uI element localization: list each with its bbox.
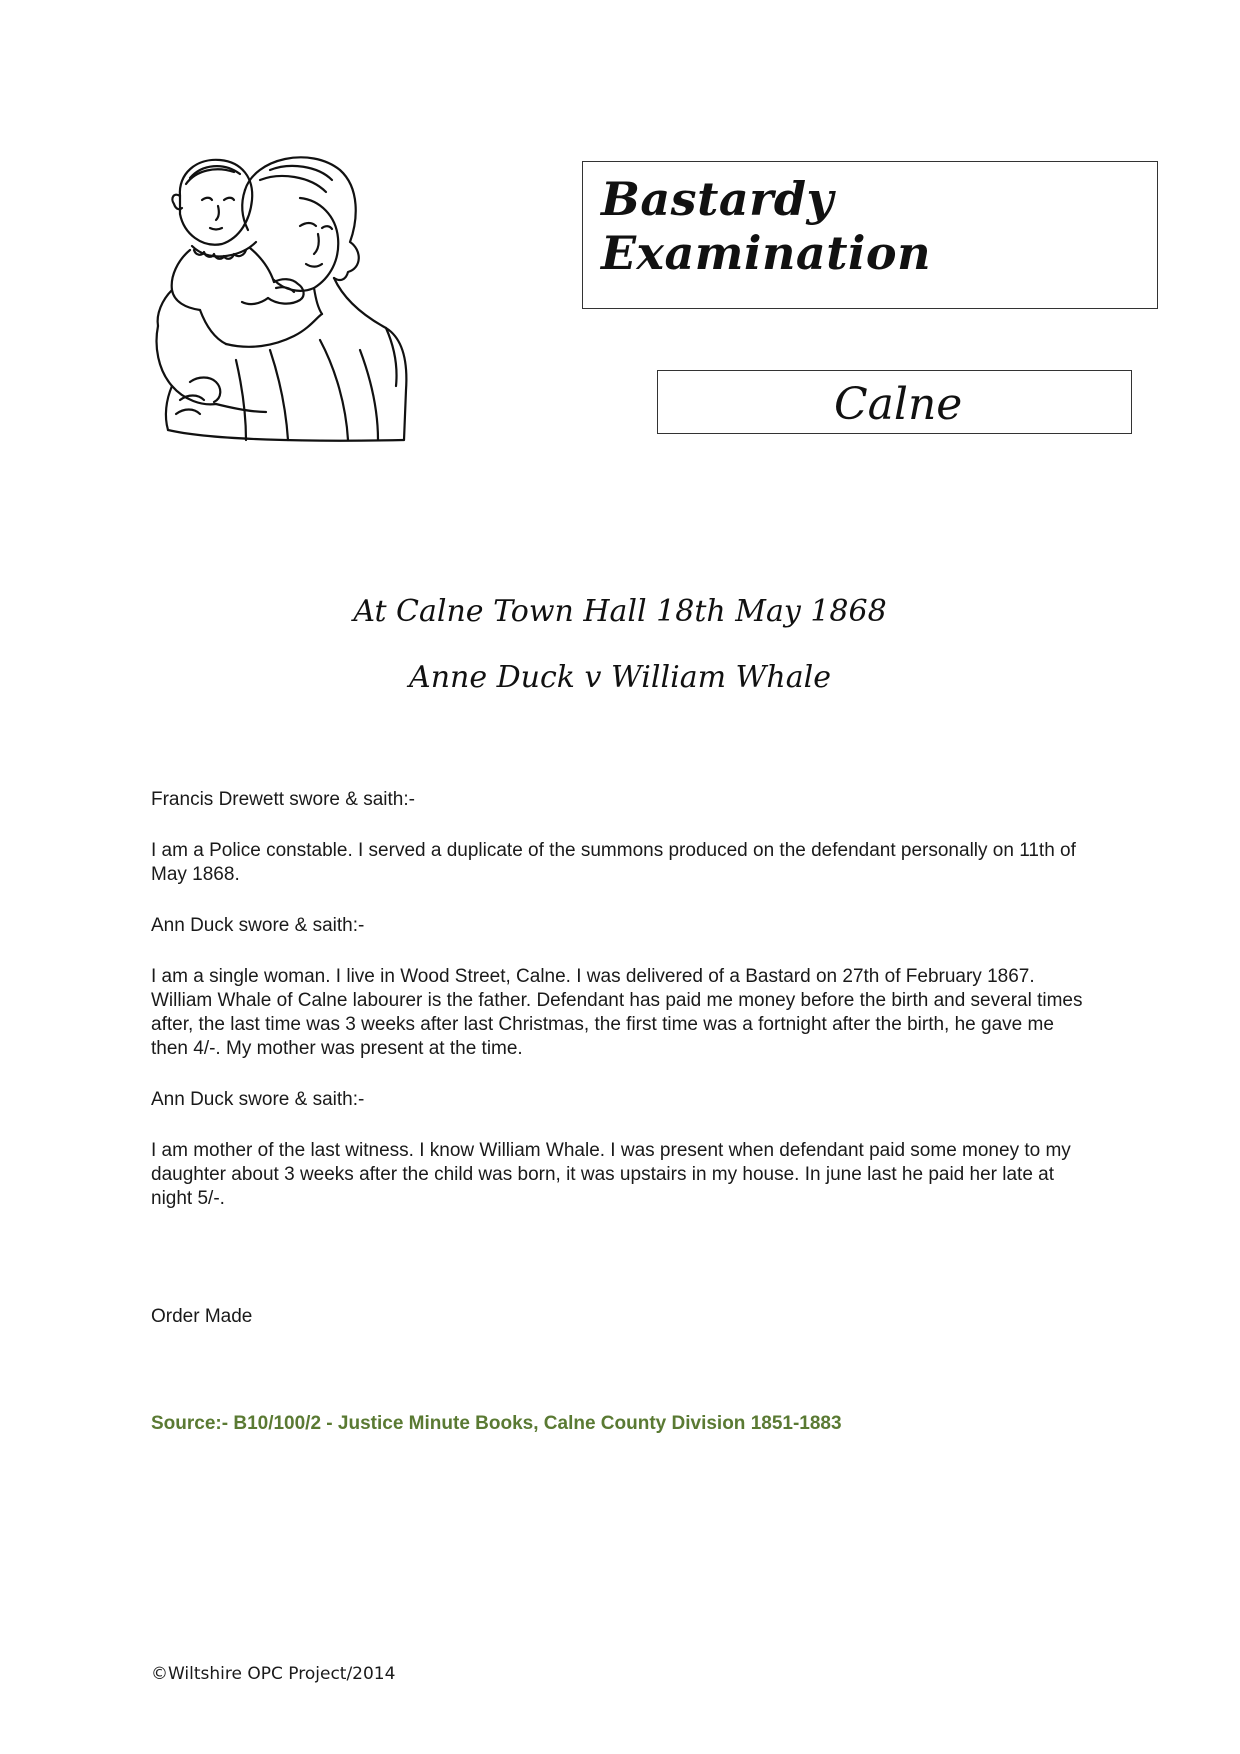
place-box — [657, 370, 1132, 434]
witness-heading: Ann Duck swore & saith:- — [151, 1089, 365, 1110]
testimony-paragraph: I am mother of the last witness. I know William Whale. I was present when defendant paid some money to my daughter about 3 weeks after the child was born, it was upstairs in my house. In june last he paid her late at night 5/-. — [151, 1140, 1071, 1209]
case-name: Anne Duck v William Whale — [409, 660, 831, 695]
witness-heading: Francis Drewett swore & saith:- — [151, 789, 415, 810]
copyright-footer: ©Wiltshire OPC Project/2014 — [151, 1664, 396, 1684]
testimony-paragraph: I am a single woman. I live in Wood Street, Calne. I was delivered of a Bastard on 27th of February 1867. William Whale of Calne labourer is the father. Defendant has paid me money before the birth and several times after, the last time was 3 weeks after last Christmas, the first time was a fortnight after the birth, he gave me then 4/-. My mother was present at the time. — [151, 966, 1083, 1059]
order-made: Order Made — [151, 1306, 253, 1327]
place-name: Calne — [834, 379, 963, 430]
mother-and-child-illustration — [150, 150, 415, 445]
witness-heading: Ann Duck swore & saith:- — [151, 915, 365, 936]
document-title: Bastardy Examination — [601, 172, 932, 280]
testimony-body — [151, 788, 1091, 1238]
source-citation: Source:- B10/100/2 - Justice Minute Books, Calne County Division 1851-1883 — [151, 1413, 842, 1434]
title-box — [582, 161, 1158, 309]
hearing-venue-date: At Calne Town Hall 18th May 1868 — [353, 594, 887, 629]
testimony-paragraph: I am a Police constable. I served a duplicate of the summons produced on the defendant personally on 11th of May 1868. — [151, 840, 1076, 885]
